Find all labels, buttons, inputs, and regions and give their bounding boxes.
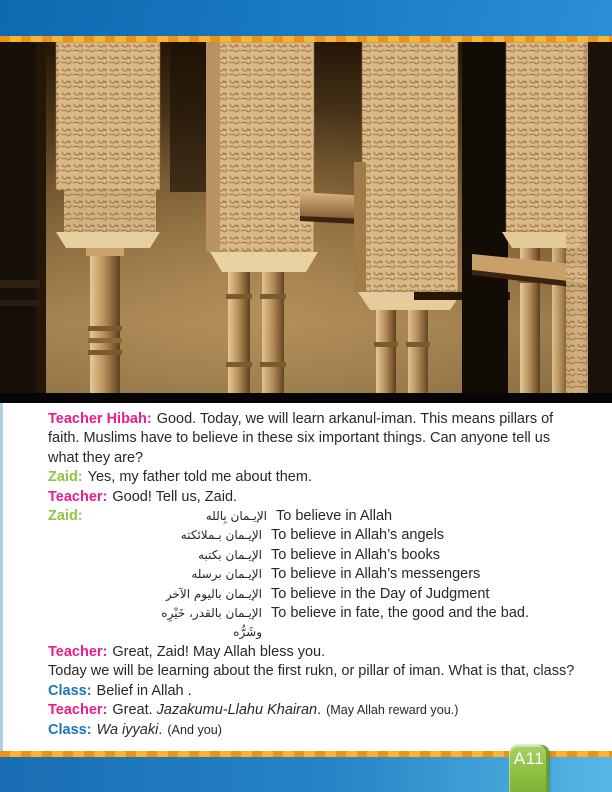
dialogue-text: Today we will be learning about the first rukn, or pillar of iman. What is that, class? — [48, 663, 575, 680]
dialogue-paragraph — [48, 643, 577, 662]
belief-list-row — [48, 604, 577, 643]
arabic-phrase-transliteration: Wa iyyaki — [96, 721, 159, 738]
english-translation: To believe in the Day of Judgment — [271, 585, 490, 602]
dialogue-text: Great, Zaid! May Allah bless you. — [112, 643, 326, 660]
page-number-tab — [509, 745, 549, 792]
speaker-label-teacher: Teacher: — [48, 643, 108, 660]
arabic-term: الإيـمان بالقدر، خَيْرِه وشَرُّه — [161, 606, 262, 640]
dialogue-text: . — [317, 702, 322, 719]
arabic-term: الإيـمان بِالله — [205, 509, 267, 524]
top-banner — [0, 0, 612, 36]
dialogue-text: Good! Tell us, Zaid. — [112, 488, 238, 505]
belief-list-row — [48, 585, 577, 604]
arabic-term: الإيـمان برسله — [191, 567, 262, 582]
dialogue-text: Great. — [112, 702, 153, 719]
english-translation: To believe in Allah — [276, 508, 393, 525]
speaker-label-teacher-hibah: Teacher Hibah: — [48, 411, 152, 427]
speaker-label-zaid: Zaid: — [48, 508, 83, 525]
dialogue-paragraph — [48, 488, 577, 507]
belief-list-row — [48, 526, 577, 545]
english-translation: To believe in Allah’s books — [271, 546, 441, 563]
dialogue-text: Good. Today, we will learn arkanul-iman. This means pillars of faith. Muslims have to believe in these six important things. Can anyone tell us what they are? — [48, 411, 554, 466]
dialogue-paragraph — [48, 662, 577, 681]
dialogue-paragraph — [48, 468, 577, 487]
dialogue-paragraph — [48, 701, 577, 720]
dialogue-text: . — [158, 721, 163, 738]
alhambra-columns-illustration — [0, 42, 612, 403]
dialogue-text: Yes, my father told me about them. — [87, 469, 312, 486]
translation-note: (And you) — [167, 722, 222, 737]
belief-list-row — [48, 565, 577, 584]
translation-note: (May Allah reward you.) — [326, 703, 459, 718]
dialogue-paragraph — [48, 682, 577, 701]
belief-list-row — [48, 546, 577, 565]
page-edge-strip — [0, 403, 3, 752]
arabic-term: الإيـمان بكتبه — [198, 547, 262, 562]
page-number-label: A11 — [513, 749, 545, 768]
arabic-phrase-transliteration: Jazakumu-Llahu Khairan — [156, 702, 318, 719]
speaker-label-zaid: Zaid: — [48, 469, 83, 486]
dialogue-text: Belief in Allah . — [96, 682, 192, 699]
english-translation: To believe in Allah’s messengers — [271, 566, 481, 583]
arabic-term: الإيـمان باليوم الآخر — [165, 586, 262, 601]
english-translation: To believe in Allah’s angels — [271, 527, 445, 544]
columns-photo — [0, 42, 612, 403]
english-translation: To believe in fate, the good and the bad. — [271, 605, 529, 622]
speaker-label-class: Class: — [48, 682, 92, 699]
belief-list-row — [48, 507, 577, 526]
speaker-label-class: Class: — [48, 721, 92, 738]
dialogue-content — [48, 410, 577, 740]
speaker-label-teacher: Teacher: — [48, 488, 108, 505]
dialogue-paragraph — [48, 721, 577, 740]
speaker-label-teacher: Teacher: — [48, 702, 108, 719]
dialogue-paragraph — [48, 410, 577, 468]
arabic-term: الإيـمان بـملائكته — [180, 528, 262, 543]
